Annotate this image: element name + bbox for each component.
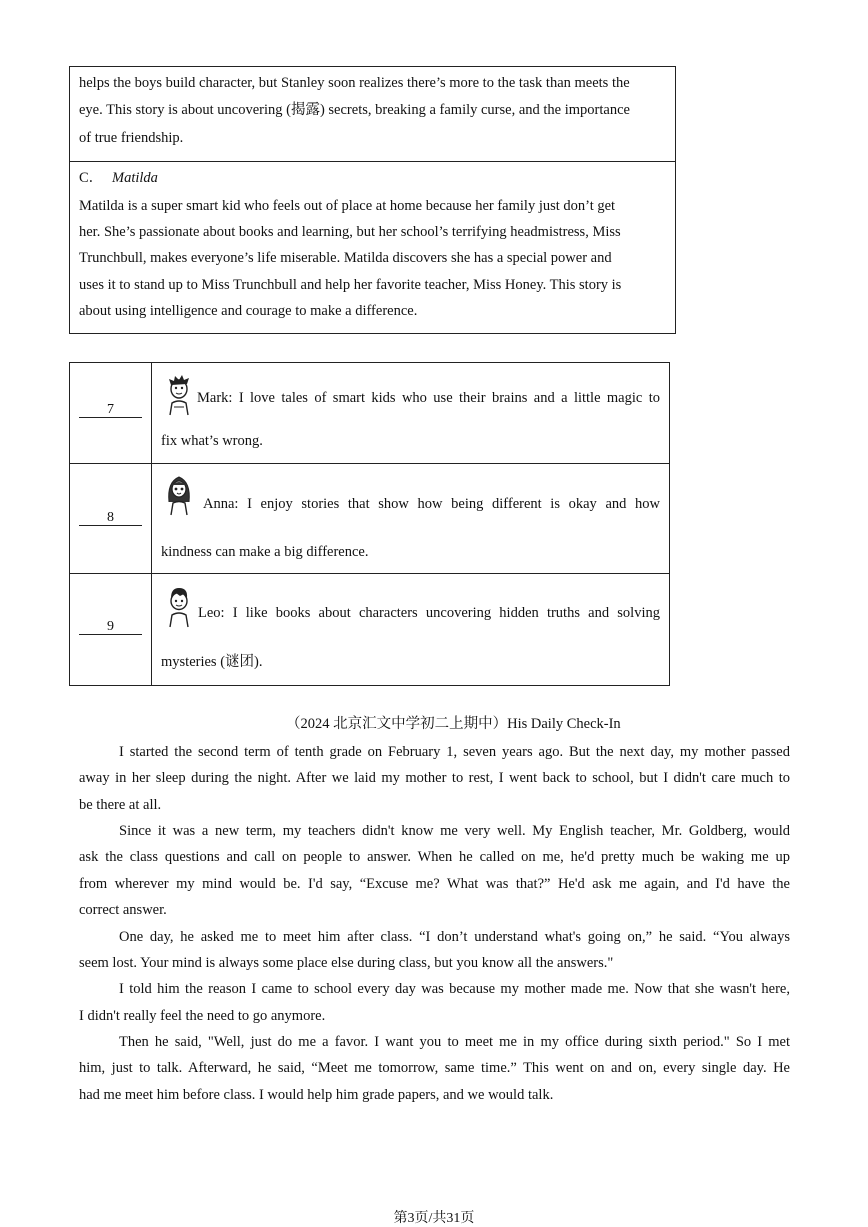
passage-line: her. She’s passionate about books and learning, but her school’s terrifying headmistress, Miss (79, 224, 621, 240)
student-statement-cont: mysteries (谜团). (161, 654, 263, 670)
article-line: I started the second term of tenth grade on February 1, seven years ago. But the next day, my mother passed (119, 744, 790, 760)
passage-line: Trunchbull, makes everyone’s life miserable. Matilda discovers she has a special power and (79, 250, 612, 266)
student-statement-cont: fix what’s wrong. (161, 433, 263, 449)
table-row (70, 464, 669, 574)
article-title: （2024 北京汇文中学初二上期中）His Daily Check-In (286, 716, 621, 732)
student-statement: Leo: I like books about characters uncovering hidden truths and solving (198, 605, 660, 621)
answer-blank-8[interactable]: 8 (79, 510, 142, 526)
passage-line: helps the boys build character, but Stanley soon realizes there’s more to the task than meets the (79, 75, 630, 91)
article-line: Then he said, "Well, just do me a favor. I want you to meet me in my office during sixth period." So I met (119, 1034, 790, 1050)
article-line: Since it was a new term, my teachers didn't know me very well. My English teacher, Mr. Goldberg, would (119, 823, 790, 839)
passage-line: Matilda is a super smart kid who feels out of place at home because her family just don’t get (79, 198, 616, 214)
answer-blank-7[interactable]: 7 (79, 402, 142, 418)
article-line: had me meet him before class. I would help him grade papers, and we would talk. (79, 1087, 554, 1103)
boy-icon (164, 373, 194, 417)
article-line: away in her sleep during the night. After we laid my mother to rest, I went back to school, but I didn't care much to (79, 770, 790, 786)
article-line: be there at all. (79, 797, 162, 813)
article-line: ask the class questions and call on people to answer. When he called on me, he'd pretty much be waking me up (79, 849, 790, 865)
girl-icon (164, 472, 194, 516)
boy-icon (164, 584, 194, 628)
article-line: correct answer. (79, 902, 167, 918)
article-line: One day, he asked me to meet him after class. “I don’t understand what's going on,” he said. “You always (119, 929, 790, 945)
answer-cell (70, 574, 152, 685)
student-statement: Mark: I love tales of smart kids who use their brains and a little magic to (197, 390, 660, 406)
article-line: I told him the reason I came to school every day was because my mother made me. Now that she wasn't here, (119, 981, 790, 997)
table-row (70, 363, 669, 464)
article-line: I didn't really feel the need to go anymore. (79, 1008, 326, 1024)
student-statement-cont: kindness can make a big difference. (161, 544, 369, 560)
passage-line: of true friendship. (79, 130, 184, 146)
passage-c-matilda (70, 162, 675, 334)
answer-cell (70, 464, 152, 573)
answer-cell (70, 363, 152, 463)
passage-box (69, 66, 676, 334)
passage-c-title: Matilda (112, 170, 158, 186)
table-row (70, 574, 669, 685)
page-number: 第3页/共31页 (393, 1211, 475, 1226)
passage-line: uses it to stand up to Miss Trunchbull and help her favorite teacher, Miss Honey. This story is (79, 277, 622, 293)
passage-line: eye. This story is about uncovering (揭露) secrets, breaking a family curse, and the importance (79, 102, 630, 118)
passage-c-label: C． (79, 170, 104, 186)
passage-line: about using intelligence and courage to make a difference. (79, 303, 418, 319)
matching-table (69, 362, 670, 686)
answer-blank-9[interactable]: 9 (79, 619, 142, 635)
student-statement: Anna: I enjoy stories that show how being different is okay and how (203, 496, 660, 512)
article-line: him, just to talk. Afterward, he said, “Meet me tomorrow, same time.” This went on and on, every single day. He (79, 1060, 790, 1076)
article-line: seem lost. Your mind is always some place else during class, but you know all the answers." (79, 955, 614, 971)
article-line: from wherever my mind would be. I'd say, “Excuse me? What was that?” He'd ask me again, and I'd have the (79, 876, 790, 892)
passage-b-continuation (70, 67, 675, 162)
